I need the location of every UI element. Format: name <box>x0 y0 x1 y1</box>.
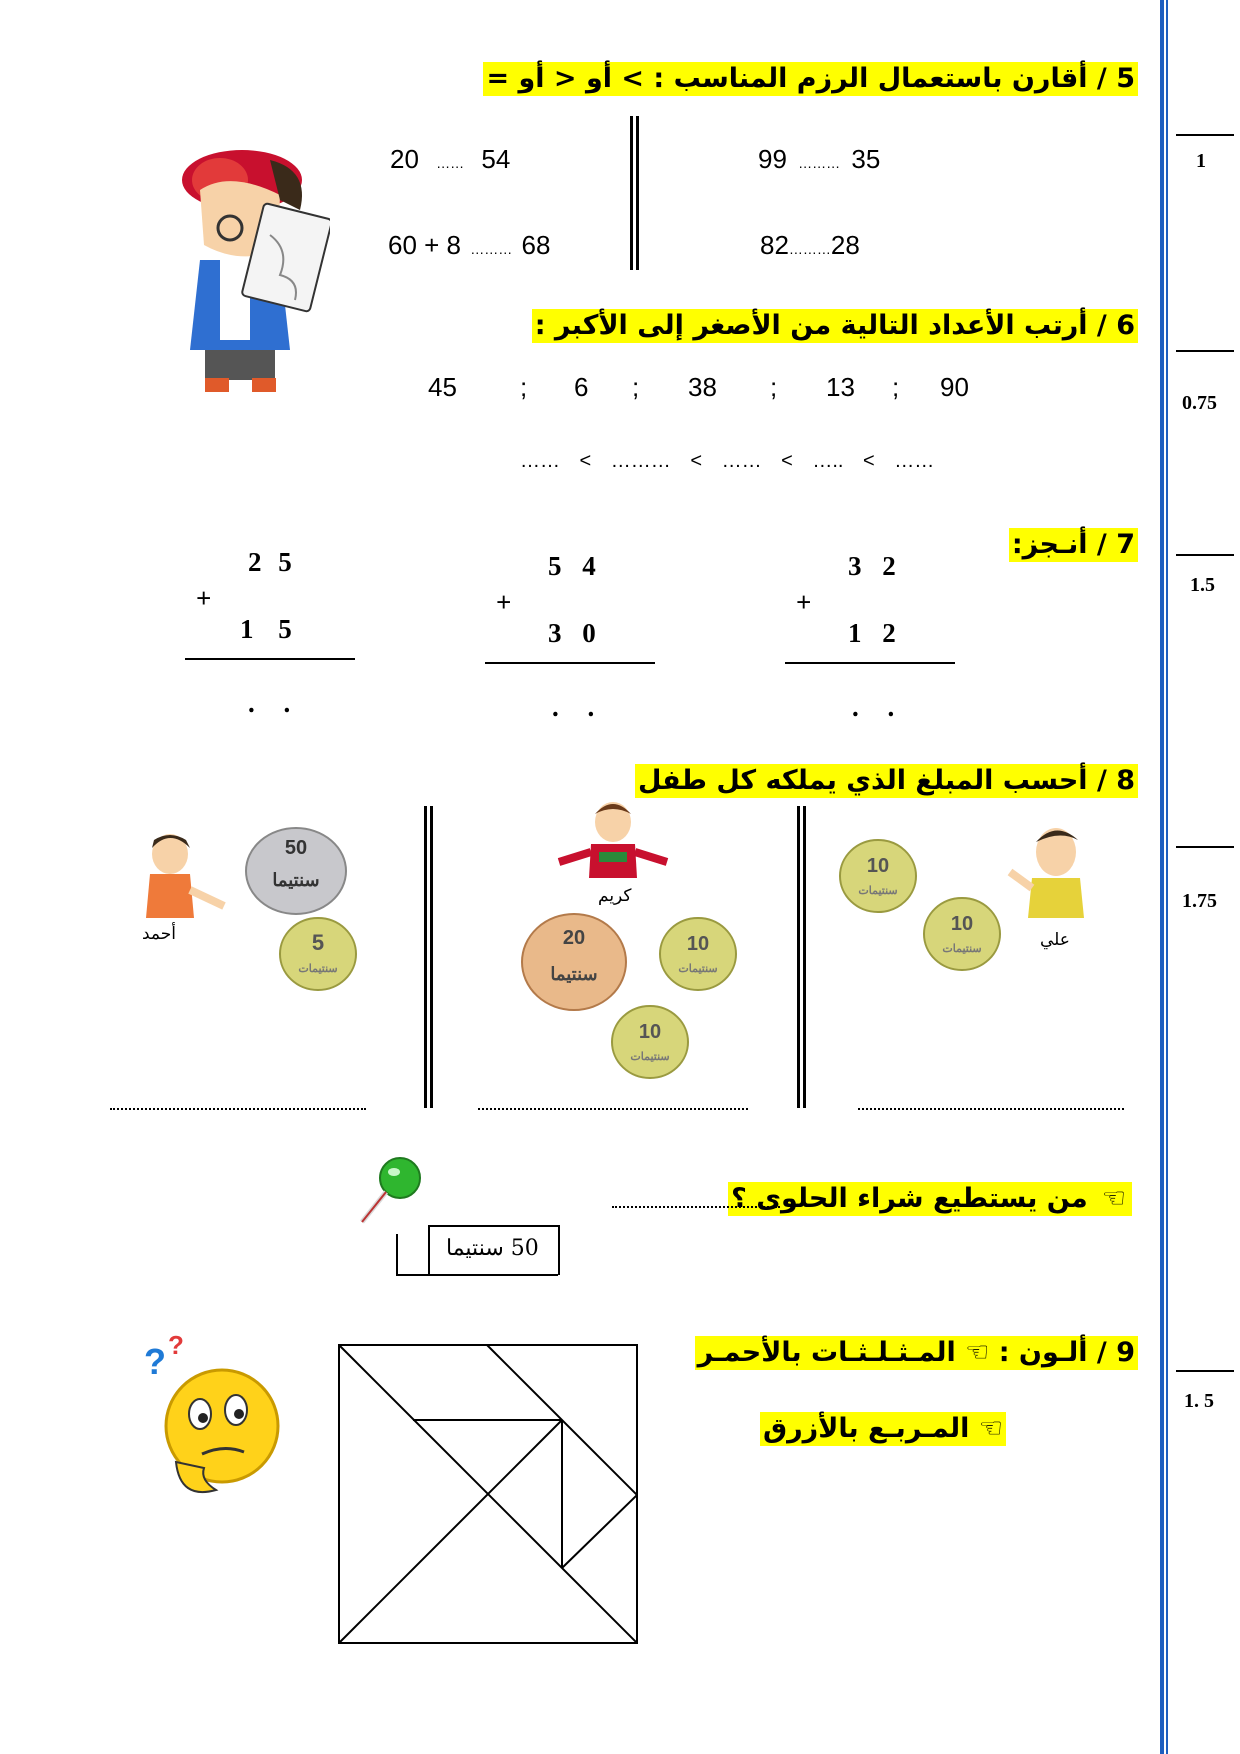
svg-text:سنتيما: سنتيما <box>550 964 598 984</box>
ex7-op3-bottom: 1 2 <box>848 618 896 648</box>
child-name-ali: علي <box>1040 930 1070 950</box>
ex7-op1-plus: + <box>196 583 212 613</box>
ex6-number: 6 <box>574 372 589 402</box>
price-text: 50 سنتيما <box>446 1236 539 1261</box>
svg-text:?: ? <box>144 1341 166 1382</box>
coin-10 <box>610 1004 690 1080</box>
ex9-second: ☜ المـربـع بالأزرق <box>760 1412 1006 1446</box>
blank[interactable]: ……… <box>798 155 841 171</box>
child-name-ahmed: أحمد <box>142 924 176 944</box>
svg-text:10: 10 <box>866 855 890 877</box>
svg-text:5: 5 <box>311 930 325 955</box>
ex8-question <box>728 1182 1132 1216</box>
mark-divider <box>1176 554 1234 556</box>
child-karim-illustration <box>555 800 671 880</box>
ex7-op1-bottom: 1 5 <box>240 614 292 644</box>
tangram-figure[interactable] <box>338 1344 640 1646</box>
svg-text:سنتيمات: سنتيمات <box>942 943 982 955</box>
blank[interactable]: …… <box>436 155 465 171</box>
pointing-hand-icon: ☜ <box>1101 1183 1126 1214</box>
coin-10 <box>658 916 738 992</box>
ex8-title: 8 / أحسب المبلغ الذي يملكه كل طفل <box>635 764 1138 798</box>
mark-ex5: 1 <box>1196 150 1206 172</box>
ex7-op2-line <box>485 662 655 664</box>
ex7-op3-plus: + <box>796 587 812 617</box>
mark-divider <box>1176 134 1234 136</box>
ex7-op3-top: 3 2 <box>848 551 896 581</box>
ex5-right-row2 <box>760 230 860 261</box>
answer-line-ahmed[interactable] <box>110 1108 366 1110</box>
child-ali-illustration <box>1004 820 1090 920</box>
answer-line-karim[interactable] <box>478 1108 748 1110</box>
coin-20 <box>520 912 628 1012</box>
margin-bar-outer <box>1160 0 1164 1754</box>
mark-divider <box>1176 1370 1234 1372</box>
svg-text:سنتيما: سنتيما <box>272 870 320 890</box>
ex6-title: 6 / أرتب الأعداد التالية من الأصغر إلى الأكبر : <box>532 309 1138 343</box>
child-ahmed-illustration <box>140 830 230 922</box>
boy-drawing-illustration <box>160 140 330 396</box>
ex5-title: 5 / أقارن باستعمال الرزم المناسب : > أو < أو = <box>483 62 1138 96</box>
operand: 54 <box>481 144 511 174</box>
blank[interactable]: ……… <box>788 241 831 257</box>
blank[interactable]: ……… <box>470 241 513 257</box>
ex6-sep: ; <box>520 372 528 402</box>
ex7-op2-plus: + <box>496 587 512 617</box>
mark-divider <box>1176 846 1234 848</box>
ex8-divider <box>424 806 427 1108</box>
svg-text:?: ? <box>168 1330 184 1360</box>
ex6-sep: ; <box>632 372 640 402</box>
ex6-answer-line[interactable]: …… < ……… < …… < ….. < …… <box>520 450 935 472</box>
lollipop-icon <box>356 1156 426 1228</box>
svg-text:20: 20 <box>562 927 586 949</box>
ex5-divider <box>630 116 633 270</box>
mark-divider <box>1176 350 1234 352</box>
operand: 35 <box>851 144 881 174</box>
operand: 28 <box>830 230 860 260</box>
ex9-title: 9 / ألـون : ☜ المـثـلـثـات بالأحمـر <box>695 1336 1138 1370</box>
ex7-op2-top: 5 4 <box>548 551 596 581</box>
ex6-number: 45 <box>428 372 457 402</box>
ex7-op1-result[interactable]: . . <box>248 688 291 718</box>
svg-text:10: 10 <box>950 913 974 935</box>
margin-bar-inner <box>1166 0 1168 1754</box>
coin-10 <box>838 838 918 914</box>
mark-ex7: 1.5 <box>1190 574 1215 596</box>
operand: 20 <box>390 144 419 174</box>
ex5-left-row1 <box>390 144 510 175</box>
mark-ex9: 1. 5 <box>1184 1390 1214 1412</box>
svg-text:10: 10 <box>686 933 710 955</box>
coin-50 <box>244 826 348 916</box>
operand: 60 + 8 <box>388 230 462 260</box>
ex8-divider <box>803 806 806 1108</box>
ex5-left-row2 <box>388 230 550 261</box>
operand: 68 <box>521 230 551 260</box>
ex7-op2-bottom: 3 0 <box>548 618 596 648</box>
svg-text:سنتيمات: سنتيمات <box>298 963 338 975</box>
ex7-op2-result[interactable]: . . <box>552 692 595 722</box>
svg-text:سنتيمات: سنتيمات <box>630 1051 670 1063</box>
child-name-karim: كريم <box>598 886 632 906</box>
ex7-op3-result[interactable]: . . <box>852 692 895 722</box>
ex5-right-row1 <box>758 144 880 175</box>
svg-text:سنتيمات: سنتيمات <box>678 963 718 975</box>
mark-ex6: 0.75 <box>1182 392 1217 414</box>
ex6-sep: ; <box>892 372 900 402</box>
answer-line-candy[interactable] <box>612 1206 780 1208</box>
ex7-title: 7 / أنـجز: <box>1009 528 1138 562</box>
ex6-number: 90 <box>940 372 969 402</box>
svg-text:50: 50 <box>284 837 308 859</box>
coin-5 <box>278 916 358 992</box>
question-text: من يستطيع شراء الحلوى ؟ <box>731 1183 1088 1214</box>
ex7-op1-top: 2 5 <box>248 547 292 577</box>
answer-line-ali[interactable] <box>858 1108 1124 1110</box>
mark-ex8: 1.75 <box>1182 890 1217 912</box>
coin-10 <box>922 896 1002 972</box>
ex5-divider <box>636 116 639 270</box>
ex7-op3-line <box>785 662 955 664</box>
operand: 99 <box>758 144 787 174</box>
ex8-divider <box>797 806 800 1108</box>
ex8-divider <box>430 806 433 1108</box>
ex6-number: 38 <box>688 372 717 402</box>
ex6-sep: ; <box>770 372 778 402</box>
svg-text:سنتيمات: سنتيمات <box>858 885 898 897</box>
operand: 82 <box>760 230 789 260</box>
ex6-number: 13 <box>826 372 855 402</box>
svg-text:10: 10 <box>638 1021 662 1043</box>
thinking-smiley-icon <box>140 1330 280 1510</box>
ex7-op1-line <box>185 658 355 660</box>
